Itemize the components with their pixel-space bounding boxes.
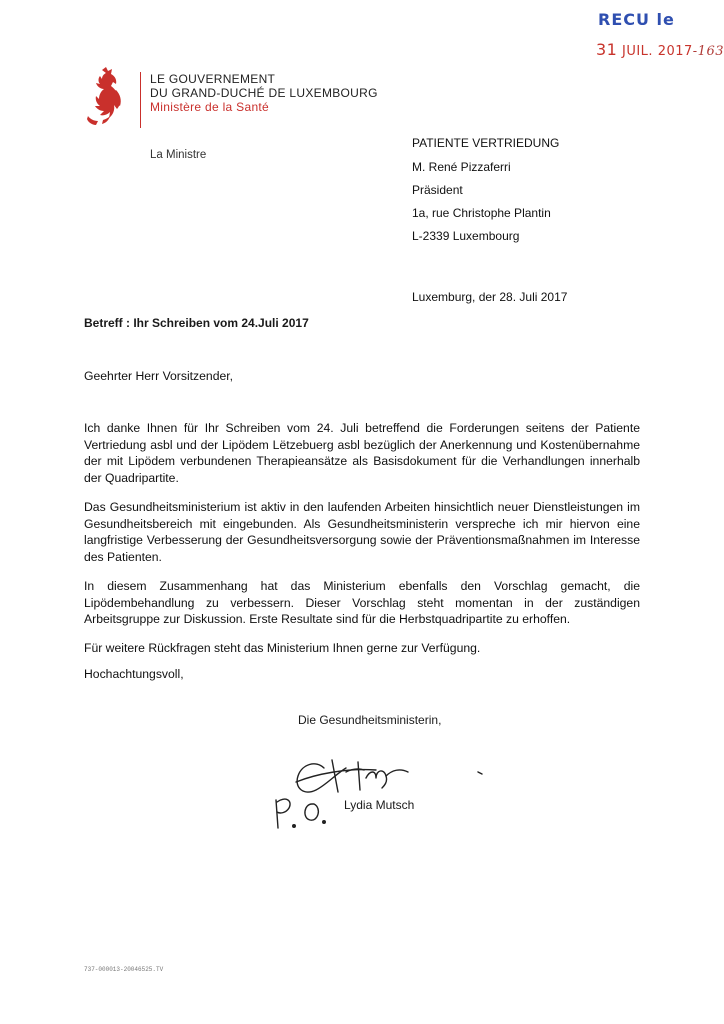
stamp-day: 31: [596, 40, 618, 59]
paragraph-4: Für weitere Rückfragen steht das Ministerium Ihnen gerne zur Verfügung.: [84, 641, 481, 655]
closing: Hochachtungsvoll,: [84, 667, 184, 681]
recipient-name: M. René Pizzaferri: [412, 160, 511, 174]
letterhead-text: [150, 72, 378, 114]
letterhead-divider: [140, 72, 141, 128]
received-stamp-label: RECU le: [598, 10, 675, 29]
recipient-org: PATIENTE VERTRIEDUNG: [412, 136, 560, 150]
signatory-name: Lydia Mutsch: [344, 798, 415, 812]
salutation: Geehrter Herr Vorsitzender,: [84, 369, 234, 383]
paragraph-2: Das Gesundheitsministerium ist aktiv in den laufenden Arbeiten hinsichtlich neuer Dienstleistungen im Gesundheitsbereich mit eingebunden. Als Gesundheitsministerin verspreche ich mir hiervon eine langfristige Verbesserung der Gesundheitsversorgung sowie der Präventionsmaßnahmen im Interesse des Patienten.: [84, 500, 640, 564]
footer-reference: 737-000013-20046525.TV: [84, 966, 164, 973]
stamp-handwritten-number: -163: [692, 44, 724, 59]
recipient-role: Präsident: [412, 183, 463, 197]
grand-duchy-line: DU GRAND-DUCHÉ DE LUXEMBOURG: [150, 86, 378, 100]
recipient-city: L-2339 Luxembourg: [412, 229, 520, 243]
government-line: LE GOUVERNEMENT: [150, 72, 276, 86]
sender-role: La Ministre: [150, 149, 207, 161]
handwritten-signature: [262, 742, 492, 832]
paragraph-1: Ich danke Ihnen für Ihr Schreiben vom 24. Juli betreffend die Forderungen seitens der Patiente Vertriedung asbl und der Lipödem Lëtzebuerg asbl bezüglich der Anerkennung und Kostenübernahme der mit Lipödem verbundenen Therapieansätze als Basisdokument für die Verhandlungen innerhalb der Quadripartite.: [84, 421, 640, 485]
subject-line: Betreff : Ihr Schreiben vom 24.Juli 2017: [84, 316, 309, 330]
received-stamp-date: [596, 40, 724, 59]
date-line: Luxemburg, der 28. Juli 2017: [412, 290, 568, 304]
ministry-line: Ministère de la Santé: [150, 100, 270, 114]
signature-title: Die Gesundheitsministerin,: [298, 713, 442, 727]
paragraph-3: In diesem Zusammenhang hat das Ministerium ebenfalls den Vorschlag gemacht, die Lipödembehandlung zu verbessern. Dieser Vorschlag steht momentan in der zuständigen Arbeitsgruppe zur Diskussion. Erste Resultate sind für die Herbstquadripartite zu erhoffen.: [84, 579, 640, 626]
red-lion-emblem-icon: [80, 66, 126, 128]
recipient-street: 1a, rue Christophe Plantin: [412, 206, 551, 220]
stamp-month-year: JUIL. 2017: [622, 44, 693, 59]
